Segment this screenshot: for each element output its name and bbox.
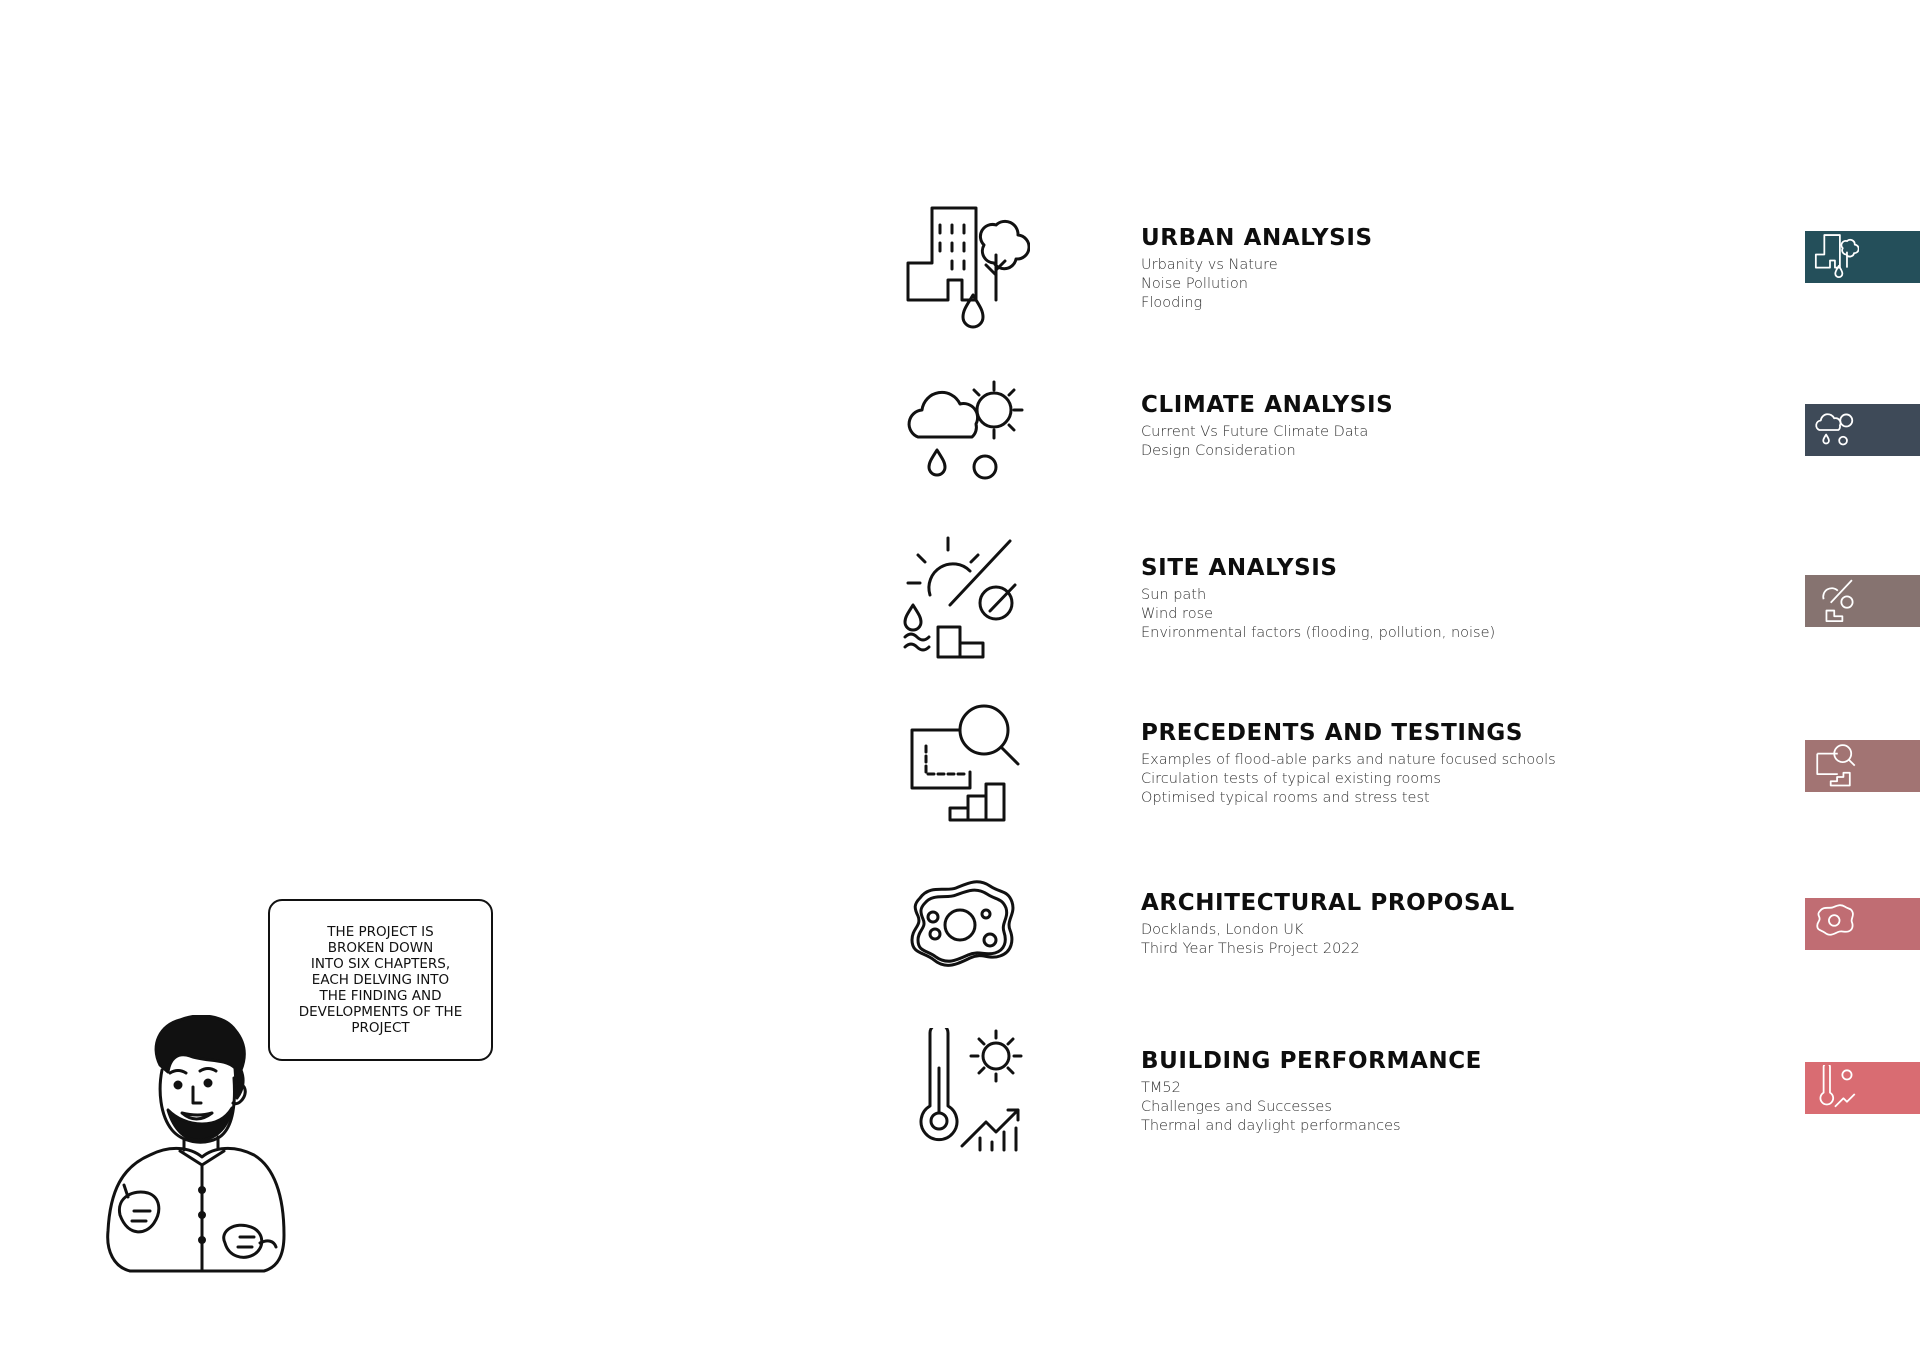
thermometer-sun-chart-icon	[1813, 1065, 1859, 1111]
chapter-architectural-proposal	[900, 870, 1600, 1010]
speech-line: PROJECT	[351, 1020, 410, 1036]
chapter-item: Urbanity vs Nature	[1141, 257, 1278, 273]
cloud-sun-rain-icon	[900, 372, 1030, 502]
chapter-building-performance	[900, 1028, 1600, 1168]
presenter-character-illustration	[90, 1015, 330, 1285]
chapter-item: Design Consideration	[1141, 443, 1296, 459]
chapter-item: Environmental factors (flooding, pollution, noise)	[1141, 625, 1496, 641]
organic-blob-icon	[1813, 901, 1859, 947]
speech-line: EACH DELVING INTO	[311, 972, 450, 988]
chapter-title: BUILDING PERFORMANCE	[1141, 1048, 1482, 1074]
plan-magnifier-icon	[1813, 743, 1859, 789]
chapter-title: PRECEDENTS AND TESTINGS	[1141, 720, 1524, 746]
chapter-climate-analysis	[900, 372, 1600, 512]
thermometer-sun-chart-icon	[900, 1028, 1030, 1158]
chapter-item: Third Year Thesis Project 2022	[1141, 941, 1360, 957]
building-tree-water-icon	[900, 205, 1030, 335]
speech-line: BROKEN DOWN	[327, 940, 434, 956]
tab-building-performance[interactable]	[1805, 1062, 1920, 1114]
chapter-urban-analysis	[900, 205, 1600, 345]
chapter-title: ARCHITECTURAL PROPOSAL	[1141, 890, 1515, 916]
speech-line: THE PROJECT IS	[327, 924, 434, 940]
chapter-item: Wind rose	[1141, 606, 1214, 622]
speech-line: INTO SIX CHAPTERS,	[310, 956, 451, 972]
chapter-site-analysis	[900, 535, 1600, 675]
sun-path-site-icon	[1813, 578, 1859, 624]
chapter-precedents-and-testings	[900, 700, 1600, 840]
sun-path-site-icon	[900, 535, 1030, 665]
chapter-item: Docklands, London UK	[1141, 922, 1304, 938]
chapter-item: Challenges and Successes	[1141, 1099, 1332, 1115]
chapter-item: TM52	[1141, 1080, 1181, 1096]
chapter-title: CLIMATE ANALYSIS	[1141, 392, 1394, 418]
chapter-item: Circulation tests of typical existing rooms	[1141, 771, 1441, 787]
speech-line: DEVELOPMENTS OF THE	[298, 1004, 463, 1020]
chapter-item: Thermal and daylight performances	[1141, 1118, 1401, 1134]
chapter-item: Noise Pollution	[1141, 276, 1248, 292]
tab-site-analysis[interactable]	[1805, 575, 1920, 627]
chapter-item: Optimised typical rooms and stress test	[1141, 790, 1430, 806]
tab-climate-analysis[interactable]	[1805, 404, 1920, 456]
building-tree-water-icon	[1813, 234, 1859, 280]
chapter-item: Sun path	[1141, 587, 1207, 603]
tab-precedents-and-testings[interactable]	[1805, 740, 1920, 792]
chapter-item: Examples of flood-able parks and nature focused schools	[1141, 752, 1556, 768]
tab-urban-analysis[interactable]	[1805, 231, 1920, 283]
chapter-item: Flooding	[1141, 295, 1203, 311]
tab-architectural-proposal[interactable]	[1805, 898, 1920, 950]
chapter-title: URBAN ANALYSIS	[1141, 225, 1373, 251]
chapter-item: Current Vs Future Climate Data	[1141, 424, 1369, 440]
plan-magnifier-icon	[900, 700, 1030, 830]
cloud-sun-rain-icon	[1813, 407, 1859, 453]
speech-line: THE FINDING AND	[319, 988, 442, 1004]
organic-blob-icon	[900, 870, 1030, 1000]
chapter-title: SITE ANALYSIS	[1141, 555, 1338, 581]
